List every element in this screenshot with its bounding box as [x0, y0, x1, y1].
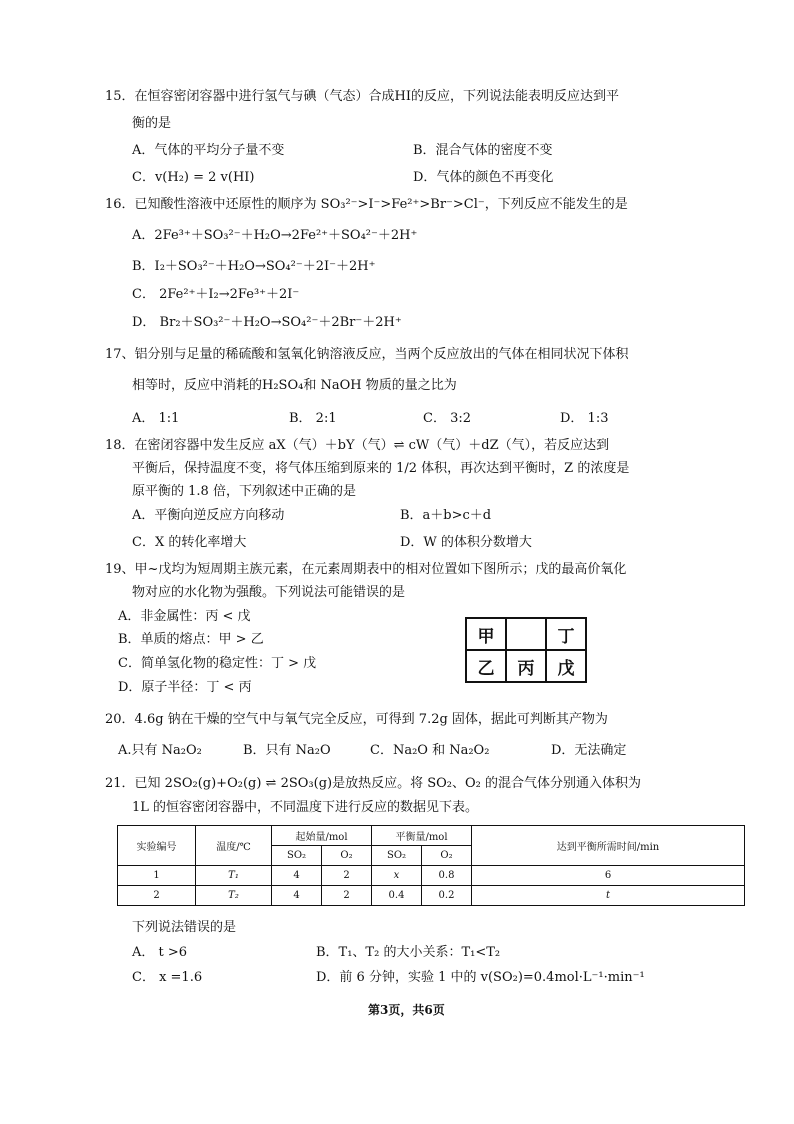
- header-exp-no: 实验编号: [118, 826, 196, 866]
- q19-option-a: A．非金属性：丙 < 戊: [118, 609, 251, 624]
- table-cell: 2: [322, 886, 372, 906]
- table-cell: T₂: [196, 886, 272, 906]
- header-temp: 温度/℃: [196, 826, 272, 866]
- subheader-so2: SO₂: [372, 846, 422, 866]
- subheader-so2: SO₂: [272, 846, 322, 866]
- q20-option-d: D．无法确定: [551, 743, 627, 758]
- q17-stem-cont: 相等时，反应中消耗的H₂SO₄和 NaOH 物质的量之比为: [132, 378, 457, 393]
- header-start-amount: 起始量/mol: [272, 826, 372, 846]
- q17-option-d: D． 1:3: [560, 411, 609, 426]
- q18-stem-cont: 平衡后，保持温度不变，将气体压缩到原来的 1/2 体积，再次达到平衡时，Z 的浓度是: [132, 461, 630, 476]
- q21-option-b: B．T₁、T₂ 的大小关系：T₁<T₂: [316, 945, 501, 960]
- q19-option-d: D．原子半径：丁 < 丙: [118, 680, 252, 695]
- q21-prompt: 下列说法错误的是: [132, 920, 237, 935]
- q17-option-b: B． 2:1: [289, 411, 337, 426]
- table-cell: 2: [322, 866, 372, 886]
- subheader-o2: O₂: [322, 846, 372, 866]
- q15-stem-cont: 衡的是: [132, 116, 172, 131]
- table-cell: x: [372, 866, 422, 886]
- table-cell: 6: [472, 866, 745, 886]
- q21-option-c: C． x =1.6: [132, 970, 203, 985]
- table-cell: 0.8: [422, 866, 472, 886]
- table-cell: 0.2: [422, 886, 472, 906]
- table-cell: 2: [118, 886, 196, 906]
- q15-option-c: C．v(H₂) = 2 v(HI): [132, 170, 255, 185]
- q19-stem-cont: 物对应的水化物为强酸。下列说法可能错误的是: [132, 585, 406, 600]
- q19-stem: 19、甲~戊均为短周期主族元素，在元素周期表中的相对位置如下图所示；戊的最高价氧化: [105, 562, 627, 577]
- q15-option-b: B．混合气体的密度不变: [413, 143, 553, 158]
- subheader-o2: O₂: [422, 846, 472, 866]
- q18-option-a: A．平衡向逆反应方向移动: [132, 508, 285, 523]
- grid-cell: 甲: [466, 618, 506, 650]
- q18-stem: 18．在密闭容器中发生反应 aX（气）＋bY（气）⇌ cW（气）＋dZ（气），若反应达到: [105, 438, 610, 453]
- q18-option-b: B．a＋b>c＋d: [400, 508, 492, 523]
- grid-cell: 乙: [466, 650, 506, 682]
- table-header-row: [118, 826, 745, 846]
- q16-option-c: C． 2Fe²⁺＋I₂→2Fe³⁺＋2I⁻: [132, 287, 300, 302]
- grid-cell: [506, 618, 546, 650]
- table-row: [118, 866, 745, 886]
- table-cell: 1: [118, 866, 196, 886]
- q15-stem: 15．在恒容密闭容器中进行氢气与碘（气态）合成HI的反应，下列说法能表明反应达到平: [105, 89, 620, 104]
- q20-stem: 20．4.6g 钠在干燥的空气中与氧气完全反应，可得到 7.2g 固体，据此可判断其产物为: [105, 712, 608, 727]
- grid-cell: 戊: [546, 650, 586, 682]
- q21-option-a: A． t >6: [132, 945, 188, 960]
- q21-stem: 21．已知 2SO₂(g)+O₂(g) ⇌ 2SO₃(g)是放热反应。将 SO₂、O₂ 的混合气体分别通入体积为: [105, 776, 641, 791]
- q16-stem: 16．已知酸性溶液中还原性的顺序为 SO₃²⁻>I⁻>Fe²⁺>Br⁻>Cl⁻，下列反应不能发生的是: [105, 197, 628, 212]
- q17-option-a: A． 1:1: [132, 411, 180, 426]
- q20-option-c: C．Na₂O 和 Na₂O₂: [370, 743, 490, 758]
- grid-cell: 丁: [546, 618, 586, 650]
- table-cell: t: [472, 886, 745, 906]
- q17-option-c: C． 3:2: [423, 411, 472, 426]
- periodic-table-grid: [465, 617, 587, 683]
- q18-option-d: D．W 的体积分数增大: [400, 535, 532, 550]
- q16-option-a: A．2Fe³⁺＋SO₃²⁻＋H₂O→2Fe²⁺＋SO₄²⁻＋2H⁺: [132, 228, 418, 243]
- grid-cell: 丙: [506, 650, 546, 682]
- q16-option-d: D． Br₂＋SO₃²⁻＋H₂O→SO₄²⁻＋2Br⁻＋2H⁺: [132, 315, 402, 330]
- table-cell: 0.4: [372, 886, 422, 906]
- q17-stem: 17、铝分别与足量的稀硫酸和氢氧化钠溶液反应，当两个反应放出的气体在相同状况下体积: [105, 347, 629, 362]
- q19-option-b: B．单质的熔点：甲 > 乙: [118, 632, 264, 647]
- q19-option-c: C．简单氢化物的稳定性：丁 > 戊: [118, 656, 317, 671]
- q21-option-d: D．前 6 分钟，实验 1 中的 v(SO₂)=0.4mol·L⁻¹·min⁻¹: [316, 970, 645, 985]
- table-cell: T₁: [196, 866, 272, 886]
- q16-option-b: B．I₂＋SO₃²⁻＋H₂O→SO₄²⁻＋2I⁻＋2H⁺: [132, 259, 376, 274]
- q15-option-d: D．气体的颜色不再变化: [413, 170, 554, 185]
- q20-option-a: A.只有 Na₂O₂: [118, 743, 202, 758]
- q18-option-c: C．X 的转化率增大: [132, 535, 247, 550]
- q18-stem-cont2: 原平衡的 1.8 倍，下列叙述中正确的是: [132, 484, 356, 499]
- header-eq-amount: 平衡量/mol: [372, 826, 472, 846]
- header-time: 达到平衡所需时间/min: [472, 826, 745, 866]
- data-table: [117, 825, 745, 906]
- table-cell: 4: [272, 886, 322, 906]
- q15-option-a: A．气体的平均分子量不变: [132, 143, 285, 158]
- table-cell: 4: [272, 866, 322, 886]
- table-row: [118, 886, 745, 906]
- q20-option-b: B．只有 Na₂O: [243, 743, 331, 758]
- page-number: 第3页，共6页: [368, 1003, 445, 1017]
- q21-stem-cont: 1L 的恒容密闭容器中，不同温度下进行反应的数据见下表。: [132, 800, 479, 815]
